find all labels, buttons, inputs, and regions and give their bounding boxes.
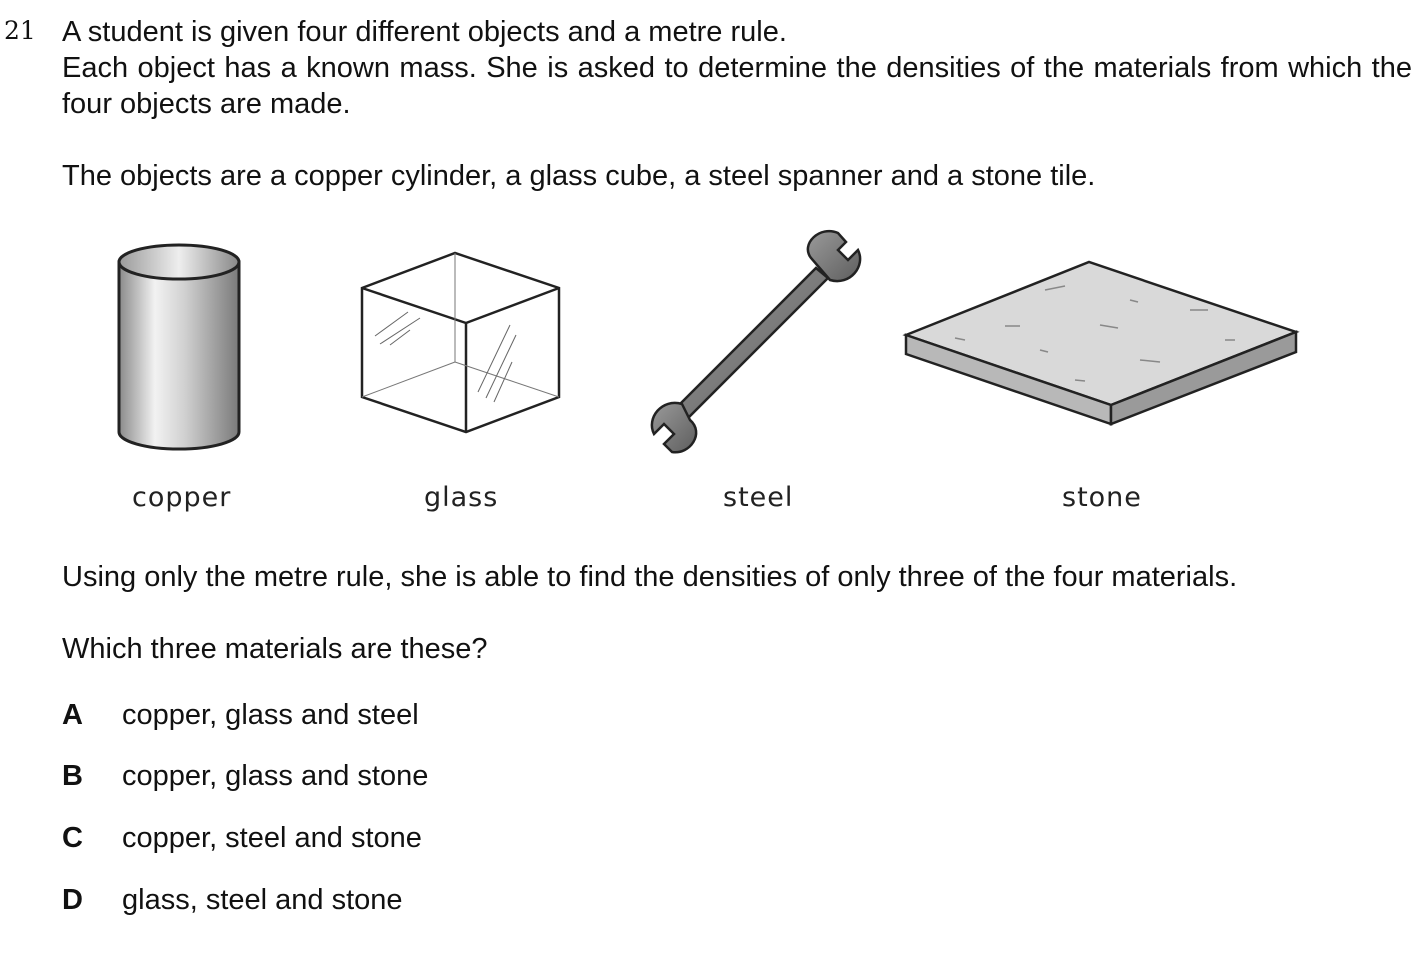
label-copper: copper xyxy=(132,482,232,513)
option-text: copper, glass and steel xyxy=(122,699,419,731)
glass-cube-icon xyxy=(362,253,559,432)
option-text: copper, steel and stone xyxy=(122,822,422,854)
option-letter: A xyxy=(62,699,83,731)
label-glass: glass xyxy=(424,482,499,513)
option-a[interactable] xyxy=(62,699,419,732)
copper-cylinder-icon xyxy=(119,245,239,449)
steel-spanner-icon xyxy=(652,231,860,452)
option-letter: B xyxy=(62,760,83,792)
label-steel: steel xyxy=(723,482,794,513)
prompt: Which three materials are these? xyxy=(62,633,488,665)
option-b[interactable] xyxy=(62,760,428,793)
label-stone: stone xyxy=(1062,482,1142,513)
option-text: glass, steel and stone xyxy=(122,884,403,916)
intro-line-1: A student is given four different objects and a metre rule. xyxy=(62,16,787,48)
option-c[interactable] xyxy=(62,822,422,855)
objects-sentence: The objects are a copper cylinder, a glass cube, a steel spanner and a stone tile. xyxy=(62,160,1096,192)
statement: Using only the metre rule, she is able to find the densities of only three of the four materials. xyxy=(62,561,1238,593)
intro-line-2: Each object has a known mass. She is asked to determine the densities of the materials from which the four objects are made. xyxy=(62,52,1412,120)
stone-tile-icon xyxy=(906,262,1296,424)
option-d[interactable] xyxy=(62,884,403,917)
option-letter: D xyxy=(62,884,83,916)
question-number: 21 xyxy=(4,16,36,45)
option-text: copper, glass and stone xyxy=(122,760,429,792)
option-letter: C xyxy=(62,822,83,854)
